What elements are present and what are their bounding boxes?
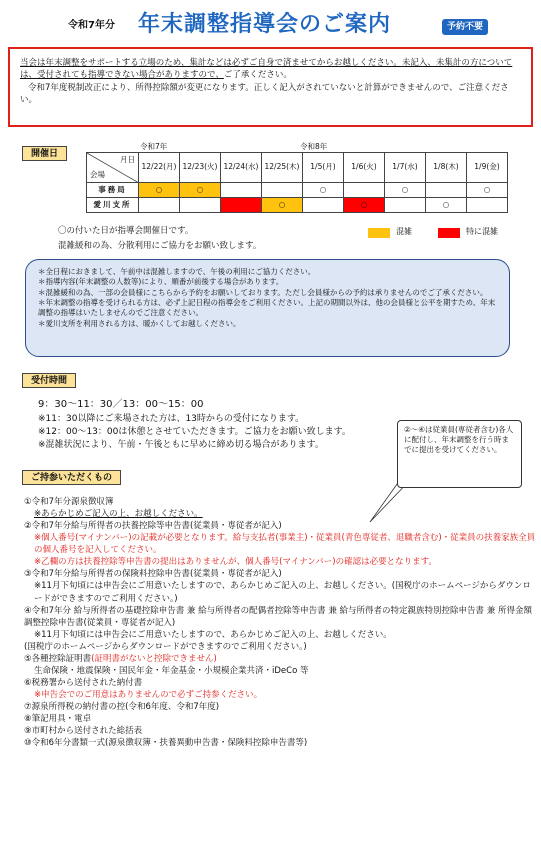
corner-date-label: 月日 [120,155,135,164]
calendar-cell [180,198,221,213]
item-5 [24,653,536,665]
important-notice [8,47,533,127]
calendar-cell: ○ [426,198,467,213]
notice-line1-c: ご了承ください。 [223,70,292,81]
calendar-cell [221,183,262,198]
reception-note: ※混雑状況により、午前・午後ともに早めに締め切る場合があります。 [38,439,324,450]
calendar-cell: ○ [262,198,303,213]
item-7: ⑦源泉所得税の納付書の控(令和6年度、令和7年度) [24,702,220,713]
info-item: ＊年末調整の指導を受けられる方は、必ず上記日程の指導会をご利用ください。上記の期間以外は、他の会員様と公平を期すため、年末調整の指導はいたしませんのでご注意ください。 [38,298,496,318]
notice-line1-b: 未記入、未集計の方については、受付されても指導できない場合がありますので、 [20,58,513,81]
item-4-note: ※11月下旬頃には申告会にご用意いたしますので、あらかじめご記入の上、お越しください。 [34,629,392,640]
calendar-cell: ○ [385,183,426,198]
info-item: ＊全日程におきまして、午前中は混雑しますので、午後の利用にご協力ください。 [38,267,316,276]
calendar-cell: ○ [303,183,344,198]
item-2-warning: ※個人番号(マイナンバー)の記載が必要となります。給与支払者(事業主)・従業員(青色専従者、退職者含む)・従業員の扶養家族全員の個人番号を記入してください。 [34,533,536,556]
schedule-calendar [86,152,508,213]
item-4: ④令和7年分 給与所得者の基礎控除申告書 兼 給与所得者の配偶者控除等申告書 兼 給与所得者の特定親族特別控除申告書 兼 所得金額調整控除申告書(従業員・専従者が記入) [24,605,532,628]
item-1: ①令和7年分源泉徴収簿 [24,497,114,507]
notice-line1-a: 当会は年末調整をサポートする立場のため、集計などは必ずご自身で済ませてからお越しください。 [20,58,402,68]
reception-hours [38,398,351,452]
calendar-date: 1/6(火) [344,153,385,183]
very-busy-label: 特に混雑 [466,227,498,236]
busy-label: 混雑 [396,227,412,236]
calendar-cell [385,198,426,213]
info-item: ＊混雑緩和の為、一部の会員様にこちらから予約をお願いしております。ただし会員様からの予約は承りませんのでご了承ください。 [38,287,488,297]
calendar-cell: ○ [344,198,385,213]
calendar-cell: ○ [467,183,508,198]
item-5-warning: (証明書がないと控除できません) [91,653,217,664]
reception-note: ※12：00～13：00は休憩とさせていただきます。ご協力をお願い致します。 [38,426,351,437]
calendar-cell [221,198,262,213]
venue-office: 事務局 [87,183,139,198]
item-8: ⑧筆記用具・電卓 [24,714,92,725]
no-reservation-badge: 予約不要 [442,19,488,35]
item-2-warning-2: ※乙欄の方は扶養控除等申告書の提出はありませんが、個人番号(マイナンバー)の確認は必要となります。 [34,557,437,568]
items-label: ご持参いただくもの [22,470,121,485]
schedule-label: 開催日 [22,146,67,161]
era-right: 令和8年 [300,142,328,151]
reception-time: 9：30～11：30／13：00～15：00 [38,399,204,410]
legend-line1: 〇の付いた日が指導会開催日です。 [58,226,194,236]
corner-venue-label: 会場 [90,169,105,179]
item-6: ⑥税務署から送付された納付書 [24,677,143,688]
notice-line2: 令和7年度税制改正により、所得控除額が変更になります。正しく記入がされていないと計算ができませんので、ご注意ください。 [20,82,509,105]
calendar-date: 12/24(水) [221,153,262,183]
item-3: ③令和7年分給与所得者の保険料控除申告書(従業員・専従者が記入) [24,569,282,580]
calendar-date: 12/25(木) [262,153,303,183]
calendar-date: 12/22(月) [139,153,180,183]
busy-swatch [368,228,390,238]
calendar-cell [262,183,303,198]
page-title: 年末調整指導会のご案内 [138,12,392,37]
page-header [0,8,541,40]
item-5-list: 生命保険・地震保険・国民年金・年金基金・小規模企業共済・iDeCo 等 [34,665,309,676]
calendar-cell [139,198,180,213]
item-2: ②令和7年分給与所得者の扶養控除等申告書(従業員・専従者が記入) [24,521,282,532]
item-9: ⑨市町村から送付された総括表 [24,726,143,737]
employee-callout: ②～④は従業員(専従者含む)各人に配付し、年末調整を行う時までに提出を受けてください。 [397,420,522,488]
era-left: 令和7年 [140,142,168,151]
target-year: 令和7年分 [68,20,115,31]
calendar-cell [467,198,508,213]
item-3-note: ※11月下旬頃には申告会にご用意いたしますので、あらかじめご記入の上、お越しください。(国税庁のホームページからダウンロードができますのでご利用ください。) [34,581,531,604]
calendar-date: 1/5(月) [303,153,344,183]
calendar-date: 12/23(火) [180,153,221,183]
reception-label: 受付時間 [22,373,76,388]
item-5-label: ⑤各種控除証明書 [24,653,92,664]
items-list [24,496,536,749]
calendar-cell: ○ [180,183,221,198]
calendar-date: 1/8(木) [426,153,467,183]
calendar-row-office [87,183,508,198]
legend-line2: 混雑緩和の為、分散利用にご協力をお願い致します。 [58,241,262,251]
calendar-cell: ○ [139,183,180,198]
info-item: ＊愛川支所を利用される方は、暖かくしてお越しください。 [38,318,241,328]
very-busy-swatch [438,228,460,238]
calendar-cell [344,183,385,198]
calendar-cell [303,198,344,213]
item-1-note: ※あらかじめご記入の上、お越しください。 [34,509,203,520]
item-4-note-2: (国税庁のホームページからダウンロードができますのでご利用ください。) [24,641,307,652]
item-10: ⑩令和6年分書類一式(源泉徴収簿・扶養異動申告書・保険料控除申告書等) [24,738,308,749]
calendar-corner [87,153,139,183]
calendar-date: 1/9(金) [467,153,508,183]
info-item: ＊指導内容(年末調整の人数等)により、順番が前後する場合があります。 [38,277,284,287]
venue-aikawa: 愛川支所 [87,198,139,213]
reception-note: ※11：30以降にご来場された方は、13時からの受付になります。 [38,413,305,424]
calendar-date: 1/7(水) [385,153,426,183]
info-box [25,259,510,357]
item-6-warning: ※申告会でのご用意はありませんので必ずご持参ください。 [34,690,263,700]
calendar-cell [426,183,467,198]
calendar-row-aikawa [87,198,508,213]
